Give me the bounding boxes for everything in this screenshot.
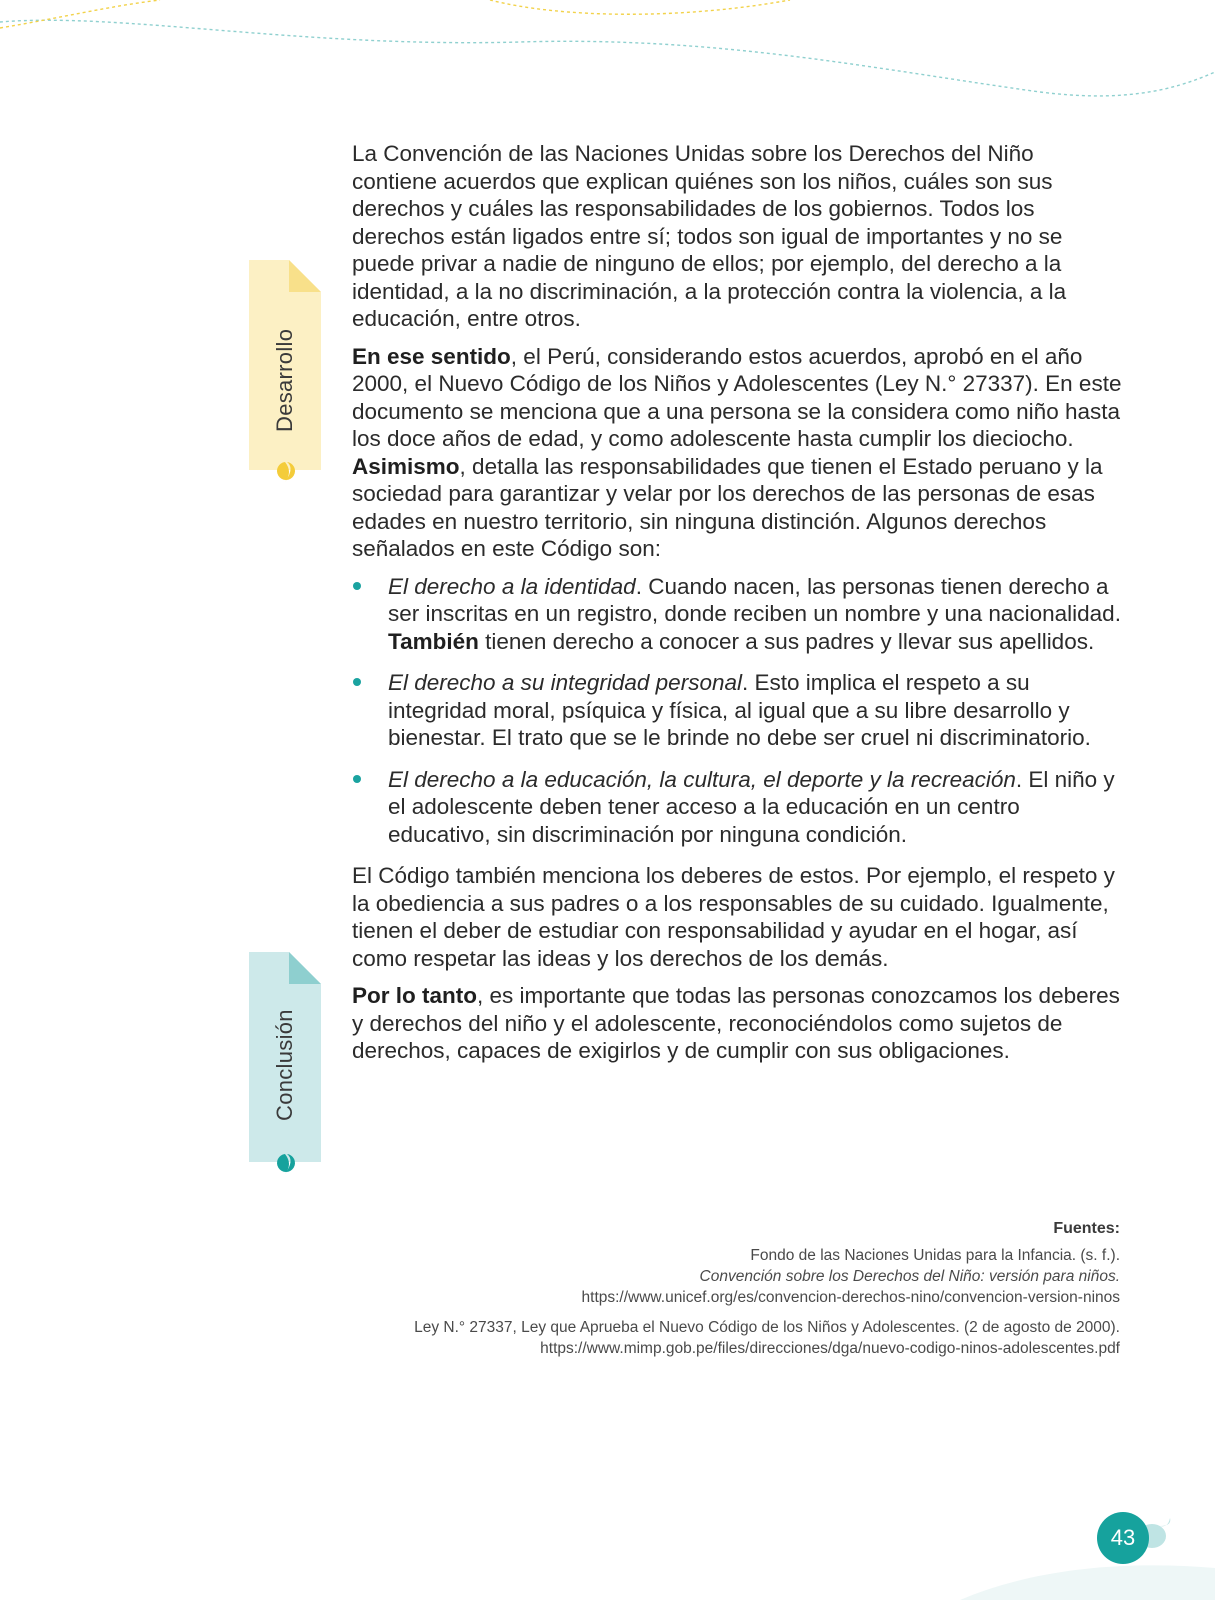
connector-bold: También [388, 628, 479, 654]
paragraph-text: , detalla las responsabilidades que tienen el Estado peruano y la sociedad para garantizar y velar por los derechos de las personas de esas edades en nuestro territorio, sin ninguna distinción. Algunos derechos señalados en este Código son: [352, 453, 1103, 561]
list-item [352, 669, 1122, 752]
right-text: . Esto implica el respeto a su integridad moral, psíquica y física, al igual que a su libre desarrollo y bienestar. El trato que se le brinde no debe ser cruel ni discriminatorio. [388, 670, 1091, 750]
source-link[interactable]: https://www.mimp.gob.pe/files/direcciones/dga/nuevo-codigo-ninos-adolescentes.pdf [540, 1340, 1120, 1357]
right-text: tienen derecho a conocer a sus padres y llevar sus apellidos. [478, 628, 1095, 654]
right-title: El derecho a su integridad personal [388, 670, 742, 695]
tab-label-conclusion: Conclusión [272, 1009, 297, 1121]
source-title: Convención sobre los Derechos del Niño: versión para niños. [699, 1268, 1120, 1285]
source-text: Ley N.° 27337, Ley que Aprueba el Nuevo Código de los Niños y Adolescentes. (2 de agosto de 2000). [414, 1319, 1120, 1336]
right-title: El derecho a la educación, la cultura, el deporte y la recreación [388, 766, 1016, 792]
right-title: El derecho a la identidad [388, 573, 636, 599]
paragraph-deberes: El Código también menciona los deberes de estos. Por ejemplo, el respeto y la obediencia a sus padres o a los responsables de su cuidado. Igualmente, tienen el deber de estudiar con responsabilidad y ayudar en el hogar, así como respetar las ideas y los derechos de los demás. [352, 863, 1115, 971]
main-text [352, 140, 1122, 1075]
bullet-dot-icon [353, 582, 361, 590]
source-entry [320, 1245, 1120, 1308]
section-tab-desarrollo [249, 260, 321, 486]
paragraph-text: , el Perú, considerando estos acuerdos, aprobó en el año 2000, el Nuevo Código de los Niños y Adolescentes (Ley N.° 27337). En este documento se menciona que a una persona se la considera como niño hasta los doce años de edad, y como adolescente hasta cumplir los dieciocho. [352, 343, 1122, 451]
right-text: . Cuando nacen, las personas tienen derecho a ser inscritas en un registro, donde reciben un nombre y una nacionalidad. [388, 573, 1121, 626]
list-item [352, 573, 1122, 656]
connector-bold: Asimismo [352, 453, 460, 479]
sources-title: Fuentes: [1053, 1220, 1120, 1237]
top-wave-decoration [0, 0, 1215, 110]
connector-bold: En ese sentido [352, 343, 511, 369]
section-tab-conclusion [249, 952, 321, 1180]
right-text: . El niño y el adolescente deben tener acceso a la educación en un centro educativo, sin discriminación por ninguna condición. [388, 766, 1115, 847]
paragraph-codigo [352, 343, 1122, 563]
paragraph-intro: La Convención de las Naciones Unidas sobre los Derechos del Niño contiene acuerdos que explican quiénes son los niños, cuáles son sus derechos y cuáles las responsabilidades de los gobiernos. Todos los derechos están ligados entre sí; todos son igual de importantes y no se puede privar a nadie de ninguno de ellos; por ejemplo, del derecho a la identidad, a la no discriminación, a la protección contra la violencia, a la educación, entre otros. [352, 141, 1067, 331]
connector-bold: Por lo tanto [352, 983, 477, 1008]
bullet-dot-icon [353, 678, 361, 686]
source-entry [320, 1317, 1120, 1359]
paragraph-text: , es importante que todas las personas conozcamos los deberes y derechos del niño y el adolescente, reconociéndolos como sujetos de derechos, capaces de exigirlos y de cumplir con sus obligaciones. [352, 983, 1120, 1063]
tab-label-desarrollo: Desarrollo [272, 328, 297, 432]
bullet-dot-icon [353, 775, 361, 783]
list-item [352, 766, 1122, 849]
rights-list [352, 573, 1122, 849]
paragraph-conclusion [352, 982, 1122, 1065]
source-text: Fondo de las Naciones Unidas para la Infancia. (s. f.). [750, 1247, 1120, 1264]
sources-block [320, 1218, 1120, 1368]
page-number: 43 [1097, 1512, 1149, 1564]
source-link[interactable]: https://www.unicef.org/es/convencion-derechos-nino/convencion-version-ninos [581, 1289, 1120, 1306]
